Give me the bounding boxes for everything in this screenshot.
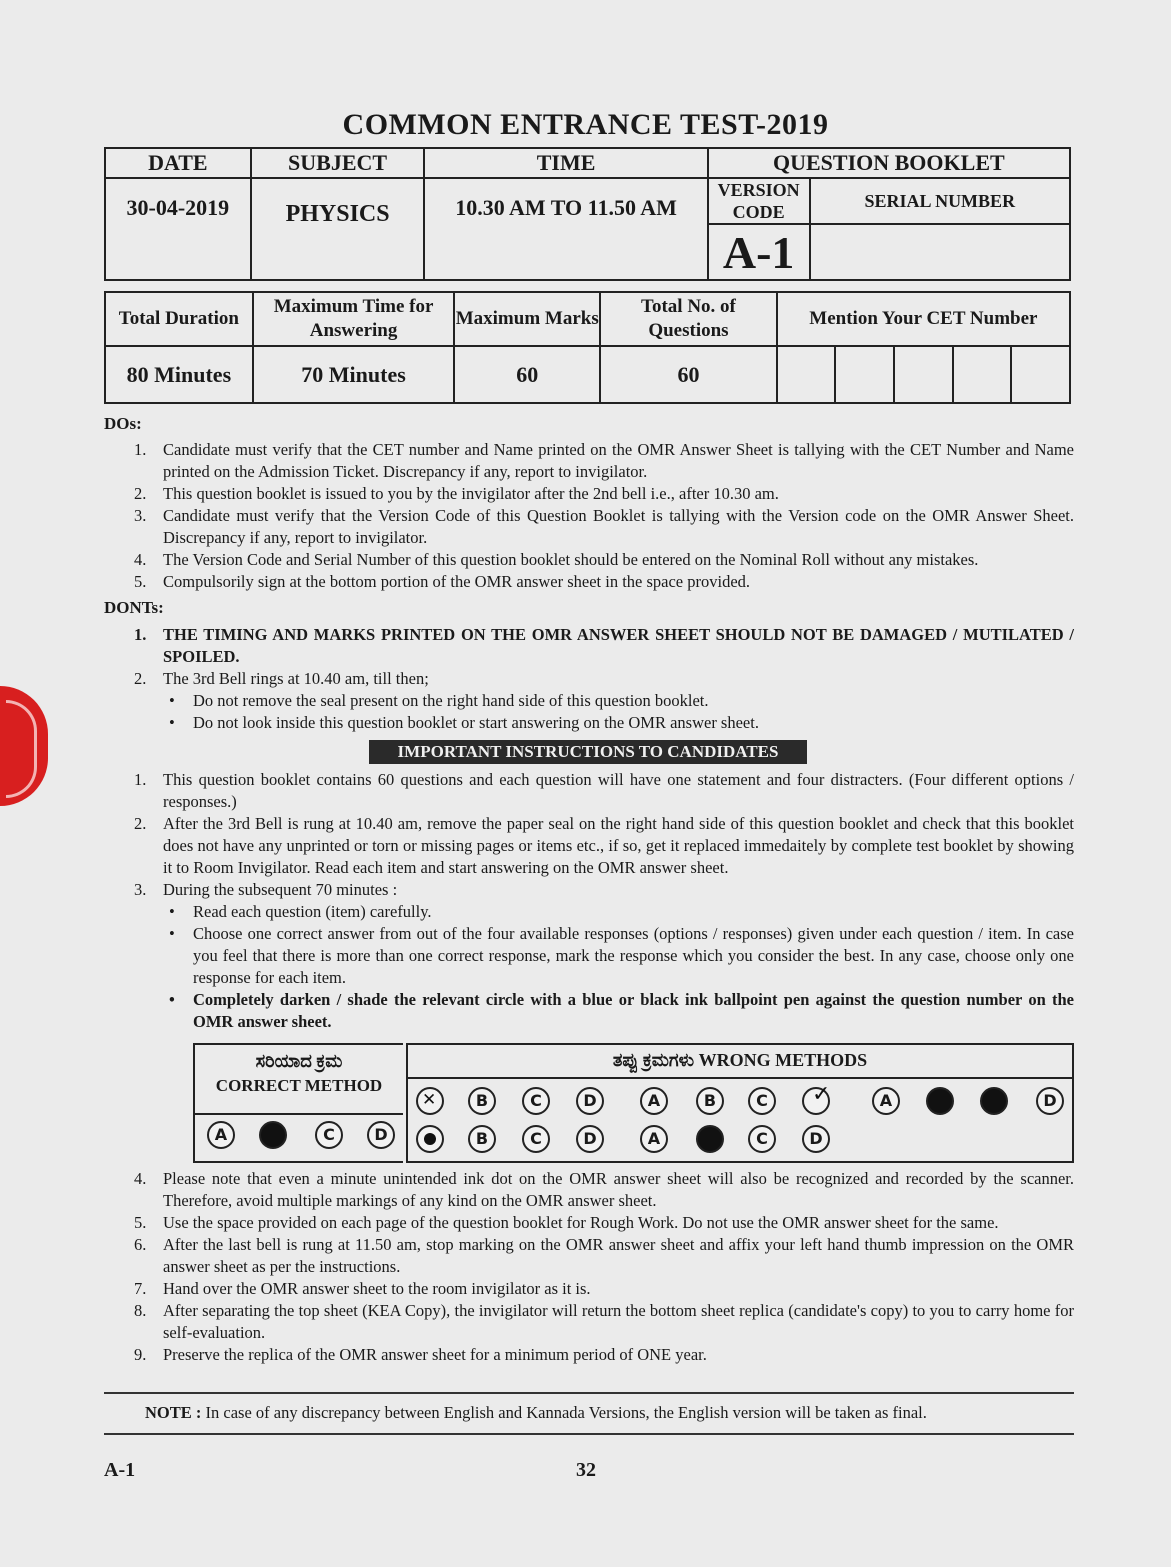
footer-version-code: A-1 [104,1459,136,1481]
bullet-item: • Do not remove the seal present on the right hand side of this question booklet. [163,690,1074,712]
list-item: 5. Use the space provided on each page of the question booklet for Rough Work. Do not use the OMR answer sheet for the same. [134,1213,999,1232]
wrong-methods-box [406,1043,1074,1163]
total-questions: 60 [600,346,777,403]
list-item: 1. THE TIMING AND MARKS PRINTED ON THE OMR ANSWER SHEET SHOULD NOT BE DAMAGED / MUTILATED / SPOILED. [134,625,1074,666]
list-item: 3. Candidate must verify that the Version Code of this Question Booklet is tallying with the Version code on the OMR Answer Sheet. Discrepancy if any, report to invigilator. [134,506,1074,547]
list-item: 4. Please note that even a minute unintended ink dot on the OMR answer sheet will also be recognized and recorded by the scanner. Therefore, avoid multiple markings of any kind on the OMR answer sheet. [134,1169,1074,1210]
bubble-b: B [696,1087,724,1115]
bullet-item: • Read each question (item) carefully. [163,901,1074,923]
exam-header-table [104,147,1071,281]
omr-method-illustration [193,1043,1074,1161]
bubble-b: B [468,1087,496,1115]
bubble-dotted [416,1125,444,1153]
list-item: 2. After the 3rd Bell is rung at 10.40 am, remove the paper seal on the right hand side of this question booklet and check that this booklet does not have any unprinted or torn or missing pages or items etc., if so, get it replaced immedaitely by complete test booklet by showing it to Room Invigilator. Read each item and start answering on the OMR answer sheet. [134,814,1074,877]
instructions-list-continued [104,1168,1074,1366]
bubble-c: C [522,1087,550,1115]
list-item: 1. This question booklet contains 60 questions and each question will have one statement and four distracters. (Four different options / responses.) [134,770,1074,811]
list-item: 9. Preserve the replica of the OMR answer sheet for a minimum period of ONE year. [134,1345,707,1364]
bubble-a: A [872,1087,900,1115]
divider [104,1392,1074,1394]
version-code: A-1 [708,224,810,280]
bubble-d: D [576,1087,604,1115]
info-header: Maximum Time for Answering [253,292,455,346]
date-header: DATE [105,148,251,178]
max-marks: 60 [454,346,600,403]
total-duration: 80 Minutes [105,346,253,403]
list-item: 2. The 3rd Bell rings at 10.40 am, till then; • Do not remove the seal present on the right hand side of this question booklet. • Do not look inside this question booklet or start answering on the OMR answer sheet. [104,668,1074,734]
list-item: 7. Hand over the OMR answer sheet to the room invigilator as it is. [134,1279,591,1298]
bubble-c: C [315,1121,343,1149]
info-header: Mention Your CET Number [777,292,1070,346]
bullet-item: • Completely darken / shade the relevant circle with a blue or black ink ballpoint pen against the question number on the OMR answer sheet. [163,989,1074,1033]
bubble-d: D [802,1125,830,1153]
divider [104,1433,1074,1435]
list-item: 8. After separating the top sheet (KEA Copy), the invigilator will return the bottom sheet replica (candidate's copy) to you to carry home for self-evaluation. [134,1301,1074,1342]
serial-number-box [810,224,1070,280]
donts-heading: DONTs: [104,598,164,617]
info-header: Maximum Marks [454,292,600,346]
bubble-b: B [468,1125,496,1153]
bubble-ticked [802,1087,830,1115]
bubble-d: D [1036,1087,1064,1115]
page-title: COMMON ENTRANCE TEST-2019 [342,108,829,141]
info-header: Total Duration [105,292,253,346]
correct-method-header: ಸರಿಯಾದ ಕ್ರಮ CORRECT METHOD [195,1045,403,1115]
booklet-header: QUESTION BOOKLET [708,148,1070,178]
bubble-c: C [748,1125,776,1153]
bubble-filled [980,1087,1008,1115]
instructions-banner: IMPORTANT INSTRUCTIONS TO CANDIDATES [369,740,807,764]
bubble-filled [259,1121,287,1149]
bubble-a: A [640,1087,668,1115]
bubble-c: C [748,1087,776,1115]
version-code-label: VERSION CODE [708,178,810,224]
donts-list [104,624,1074,734]
language-note: NOTE : In case of any discrepancy between English and Kannada Versions, the English version will be taken as final. [145,1403,927,1422]
bullet-item: • Choose one correct answer from out of the four available responses (options / responses) given under each question / item. In case you feel that there is more than one correct response, mark the response which you consider the best. In any case, choose only one response for each item. [163,923,1074,989]
max-answer-time: 70 Minutes [253,346,455,403]
list-item: 6. After the last bell is rung at 11.50 am, stop marking on the OMR answer sheet and affix your left hand thumb impression on the OMR answer sheet as per the instructions. [134,1235,1074,1276]
list-item: 5. Compulsorily sign at the bottom portion of the OMR answer sheet in the space provided. [134,572,751,591]
info-header: Total No. of Questions [600,292,777,346]
bubble-a: A [207,1121,235,1149]
bubble-filled [696,1125,724,1153]
dos-heading: DOs: [104,414,142,433]
list-item: 4. The Version Code and Serial Number of this question booklet should be entered on the Nominal Roll without any mistakes. [134,550,979,569]
bubble-a: A [640,1125,668,1153]
correct-method-box [193,1043,403,1163]
list-item: 2. This question booklet is issued to you by the invigilator after the 2nd bell i.e., after 10.30 am. [134,484,779,503]
list-item: 3. During the subsequent 70 minutes : • Read each question (item) carefully. • Choose one correct answer from out of the four available responses (options / responses) given under each question / item. In case you feel that there is more than one correct response, mark the response which you consider the best. In any case, choose only one response for each item. • Completely darken / shade the relevant circle with a blue or black ink ballpoint pen against the question number on the OMR answer sheet. [104,879,1074,1033]
wrong-methods-header: ತಪ್ಪು ಕ್ರಮಗಳು WRONG METHODS [408,1045,1072,1079]
list-item: 1. Candidate must verify that the CET number and Name printed on the OMR Answer Sheet is tallying with the CET Number and Name printed on the Admission Ticket. Discrepancy if any, report to invigilator. [134,440,1074,481]
exam-date: 30-04-2019 [105,178,251,280]
bubble-c: C [522,1125,550,1153]
subject-header: SUBJECT [251,148,425,178]
exam-time: 10.30 AM TO 11.50 AM [424,178,707,280]
bullet-item: • Do not look inside this question booklet or start answering on the OMR answer sheet. [163,712,1074,734]
exam-subject: PHYSICS [251,178,425,280]
time-header: TIME [424,148,707,178]
page-number: 32 [576,1459,596,1481]
bubble-crossed [416,1087,444,1115]
instructions-list [104,769,1074,1033]
red-seal-icon [0,686,48,806]
bubble-d: D [576,1125,604,1153]
bubble-filled [926,1087,954,1115]
exam-info-table [104,291,1071,404]
serial-number-label: SERIAL NUMBER [810,178,1070,224]
cet-number-boxes [777,346,1070,403]
bubble-d: D [367,1121,395,1149]
dos-list [104,439,1074,593]
